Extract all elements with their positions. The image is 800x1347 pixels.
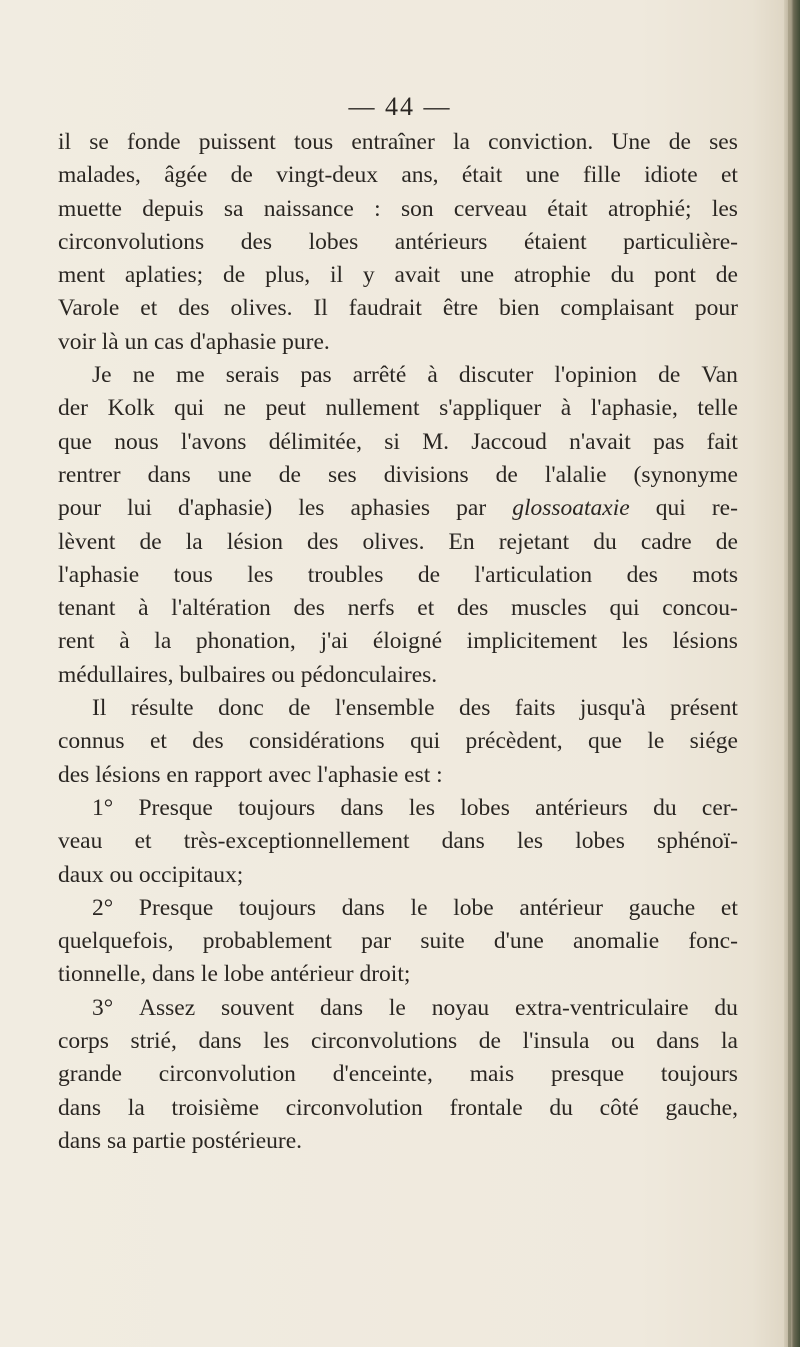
text-word: dans [341,894,385,921]
text-word: telle [697,395,738,422]
text-word: cer- [701,794,738,821]
text-word: pour [58,495,102,522]
text-word: cerveau [453,195,527,222]
text-word: la [127,1094,145,1121]
text-word: dans [340,794,384,821]
text-word: s'appliquer [439,395,542,422]
text-line [58,892,738,925]
text-word: discuter [458,362,534,389]
text-word: de [223,262,246,289]
text-word: ses [709,129,738,155]
text-line [58,625,738,658]
text-word: de [278,461,301,488]
text-word: qui [655,495,686,522]
text-word: qui [174,395,205,422]
text-line [58,725,738,758]
text-word: M. [422,428,449,455]
text-word: Presque [138,794,213,821]
text-word: d'enceinte, [332,1061,433,1088]
text-word: lui [127,495,152,522]
text-word: rejetant [498,528,570,555]
text-word: par [456,495,487,522]
text-line [58,559,738,592]
text-word: n'avait [569,428,631,455]
text-word: tous [293,129,334,155]
text-word: puissent [198,129,276,155]
text-word: lobes [460,794,510,821]
text-word: Varole [58,295,120,322]
text-word: des [192,728,224,755]
text-word: glossoataxie [512,495,630,522]
text-word: aphasies [350,495,431,522]
text-line [58,292,738,325]
text-word: étaient [523,228,587,255]
text-line [58,526,738,559]
text-word: antérieurs [394,228,488,255]
text-word: Je [92,362,112,389]
text-word: fait [706,428,738,455]
text-word: précèdent, [465,728,563,755]
text-word: du [610,262,635,289]
text-word: aplaties; [124,262,204,289]
text-word: lobes [308,228,359,255]
text-word: son [400,195,434,222]
text-word: à [119,628,130,655]
text-word: circonvolutions [58,228,205,255]
text-word: faudrait [348,295,422,322]
text-word: atrophié; [608,195,692,222]
text-word: ans, [401,162,439,189]
text-word: de [478,1028,501,1055]
page-number: — 44 — [348,92,452,121]
text-word: fonc- [688,928,738,955]
text-word: jusqu'à [579,695,646,722]
text-word: et [721,162,738,189]
text-word: serais [225,362,280,389]
text-word: extra-ventriculaire [515,994,689,1021]
text-word: Une [611,129,651,155]
text-word: l'articulation [474,561,593,588]
text-word: siége [689,728,738,755]
text-word: Van [701,362,738,389]
text-word: circonvolution [285,1094,423,1121]
text-word: des [307,528,339,555]
text-word: et [720,894,738,921]
text-word: il [330,262,344,289]
text-line [58,1025,738,1058]
text-word: l'opinion [554,362,637,389]
text-word: d'une [493,928,544,955]
text-word: de [417,561,440,588]
text-word: j'ai [320,628,349,655]
text-line [58,1058,738,1091]
text-word: tous [173,561,213,588]
text-word: d'aphasie) [177,495,273,522]
text-word: divisions [383,461,469,488]
text-word: pas [300,362,332,389]
text-word: lèvent [58,528,116,555]
text-word: du [593,528,617,555]
text-word: les [408,794,435,821]
text-line [58,126,738,159]
text-word: à [138,595,149,622]
text-word: toujours [238,794,316,821]
text-word: probablement [202,928,332,955]
text-word: grande [58,1061,122,1088]
text-word: des [293,595,325,622]
text-word: ou [611,1028,635,1055]
text-word: conviction. [488,129,594,155]
text-word: Il [313,295,328,322]
text-word: En [448,528,475,555]
text-word: du [653,794,677,821]
text-word: avait [394,262,441,289]
text-line [58,492,738,525]
text-word: der [58,395,89,422]
text-word: Il [92,695,107,722]
text-line: tionnelle, dans le lobe antérieur droit; [58,961,411,988]
text-word: circonvolutions [310,1028,458,1055]
text-word: depuis [142,195,204,222]
text-word: et [417,595,435,622]
text-word: les [247,561,274,588]
body-text [58,126,738,1158]
text-word: : [374,195,381,222]
text-word: mots [692,561,738,588]
text-line [58,392,738,425]
text-line [58,825,738,858]
text-line [58,193,738,226]
page-binding-edge [784,0,800,1347]
text-word: des [178,295,210,322]
text-word: rent [58,628,95,655]
text-word: nerfs [347,595,395,622]
text-word: considérations [248,728,385,755]
text-word: fille [582,162,621,189]
text-line: médullaires, bulbaires ou pédonculaires. [58,661,438,688]
text-word: sa [223,195,244,222]
text-word: corps [58,1028,109,1055]
text-word: la [154,628,172,655]
text-word: de [658,362,681,389]
text-line [58,259,738,292]
text-word: dans [319,994,364,1021]
text-word: le [410,894,428,921]
text-line [58,692,738,725]
text-word: que [588,728,622,755]
text-word: lésion [226,528,283,555]
text-word: ment [58,262,105,289]
text-word: plus, [265,262,311,289]
text-word: se [89,129,109,155]
text-word: muscles [511,595,587,622]
text-line: daux ou occipitaux; [58,861,244,888]
text-word: anomalie [573,928,660,955]
text-word: des [459,695,491,722]
text-word: peut [265,395,306,422]
text-word: et [149,728,167,755]
text-word: qui [410,728,441,755]
text-word: sphénoï- [657,828,738,855]
text-word: résulte [130,695,194,722]
text-word: à [560,395,572,422]
text-word: de [288,695,311,722]
text-word: veau [58,828,103,855]
text-word: Jaccoud [471,428,547,455]
text-word: presque [550,1061,625,1088]
text-word: une [217,461,252,488]
text-word: les [711,195,738,222]
text-word: à [427,362,438,389]
text-word: éloigné [372,628,443,655]
text-word: une [525,162,560,189]
text-line: des lésions en rapport avec l'aphasie est : [58,761,443,788]
text-word: implicitement [466,628,598,655]
text-word: particulière- [623,228,738,255]
text-word: les [298,495,325,522]
text-word: Kolk [107,395,155,422]
text-word: si [384,428,400,455]
text-word: olives. [362,528,425,555]
text-word: gauche, [665,1094,738,1121]
text-word: de [715,528,738,555]
text-word: atrophie [513,262,591,289]
text-word: muette [58,195,122,222]
text-word: antérieur [519,894,603,921]
text-word: 2° [92,894,114,921]
text-word: souvent [221,994,295,1021]
text-word: gauche [628,894,696,921]
text-line [58,159,738,192]
text-word: les [621,628,648,655]
text-word: nullement [325,395,420,422]
text-word: l'aphasie, [590,395,678,422]
text-word: toujours [239,894,317,921]
text-word: donc [218,695,264,722]
text-word: des [240,228,273,255]
text-word: pour [694,295,738,322]
text-word: frontale [449,1094,523,1121]
text-word: troubles [307,561,384,588]
text-word: il [58,129,72,155]
text-word: les [516,828,544,855]
text-word: de [715,262,738,289]
text-line [58,792,738,825]
text-word: des [626,561,658,588]
text-word: de [139,528,162,555]
text-word: présent [670,695,738,722]
text-word: dans [58,1094,102,1121]
text-word: antérieurs [535,794,628,821]
text-word: re- [711,495,738,522]
text-word: dans [147,461,191,488]
text-word: pas [653,428,685,455]
text-line [58,426,738,459]
text-line [58,459,738,492]
text-word: des [456,595,489,622]
text-word: âgée [164,162,208,189]
text-word: (synonyme [633,461,738,488]
text-word: l'altération [171,595,271,622]
text-word: ne [223,395,246,422]
text-line [58,226,738,259]
text-word: lobe [453,894,494,921]
text-word: l'ensemble [335,695,435,722]
text-word: par [361,928,392,955]
text-word: l'alalie [544,461,607,488]
text-word: du [549,1094,573,1121]
text-word: tenant [58,595,116,622]
text-word: cadre [640,528,692,555]
text-word: 1° [92,794,114,821]
text-word: idiote [644,162,698,189]
text-word: lobes [575,828,625,855]
text-word: la [720,1028,738,1055]
text-word: Assez [139,994,196,1021]
text-word: noyau [431,994,490,1021]
text-word: toujours [660,1061,738,1088]
text-word: être [442,295,479,322]
text-word: ne [132,362,155,389]
text-word: dans [198,1028,242,1055]
text-word: lésions [672,628,738,655]
text-line: dans sa partie postérieure. [58,1127,303,1154]
text-word: côté [599,1094,639,1121]
text-word: le [388,994,406,1021]
text-word: délimitée, [268,428,362,455]
text-word: Presque [138,894,214,921]
text-word: et [134,828,152,855]
text-word: qui [609,595,640,622]
text-word: troisième [171,1094,259,1121]
text-word: 3° [92,994,114,1021]
text-word: de [495,461,518,488]
text-word: les [263,1028,290,1055]
text-line [58,592,738,625]
text-word: fonde [127,129,181,155]
text-word: dans [441,828,485,855]
text-word: phonation, [195,628,296,655]
text-word: complaisant [560,295,674,322]
text-word: le [647,728,665,755]
text-word: était [461,162,503,189]
text-line [58,1092,738,1125]
text-line: voir là un cas d'aphasie pure. [58,328,330,355]
text-word: connus [58,728,125,755]
text-word: entraîner [351,129,435,155]
text-word: du [714,994,738,1021]
text-word: bien [498,295,540,322]
text-word: malades, [58,162,141,189]
text-word: rentrer [58,461,121,488]
text-word: la [185,528,203,555]
text-word: une [460,262,494,289]
text-word: concou- [662,595,738,622]
text-word: pont [654,262,696,289]
text-word: faits [514,695,556,722]
text-word: suite [420,928,465,955]
text-word: que [58,428,92,455]
text-word: olives. [230,295,293,322]
text-word: circonvolution [158,1061,296,1088]
text-word: strié, [130,1028,177,1055]
text-word: de [668,129,691,155]
text-word: naissance [263,195,354,222]
text-word: vingt-deux [276,162,378,189]
text-word: de [230,162,253,189]
text-word: me [175,362,205,389]
text-word: quelquefois, [58,928,174,955]
text-word: y [362,262,375,289]
text-word: et [140,295,158,322]
text-line [58,925,738,958]
text-word: l'aphasie [58,561,140,588]
text-word: l'avons [180,428,247,455]
text-word: très-exceptionnellement [183,828,410,855]
text-word: était [547,195,588,222]
text-word: mais [469,1061,515,1088]
text-line [58,992,738,1025]
text-word: arrêté [352,362,407,389]
text-word: l'insula [522,1028,590,1055]
text-word: nous [114,428,159,455]
text-word: la [453,129,470,155]
text-line [58,359,738,392]
text-word: dans [656,1028,700,1055]
text-word: ses [327,461,357,488]
